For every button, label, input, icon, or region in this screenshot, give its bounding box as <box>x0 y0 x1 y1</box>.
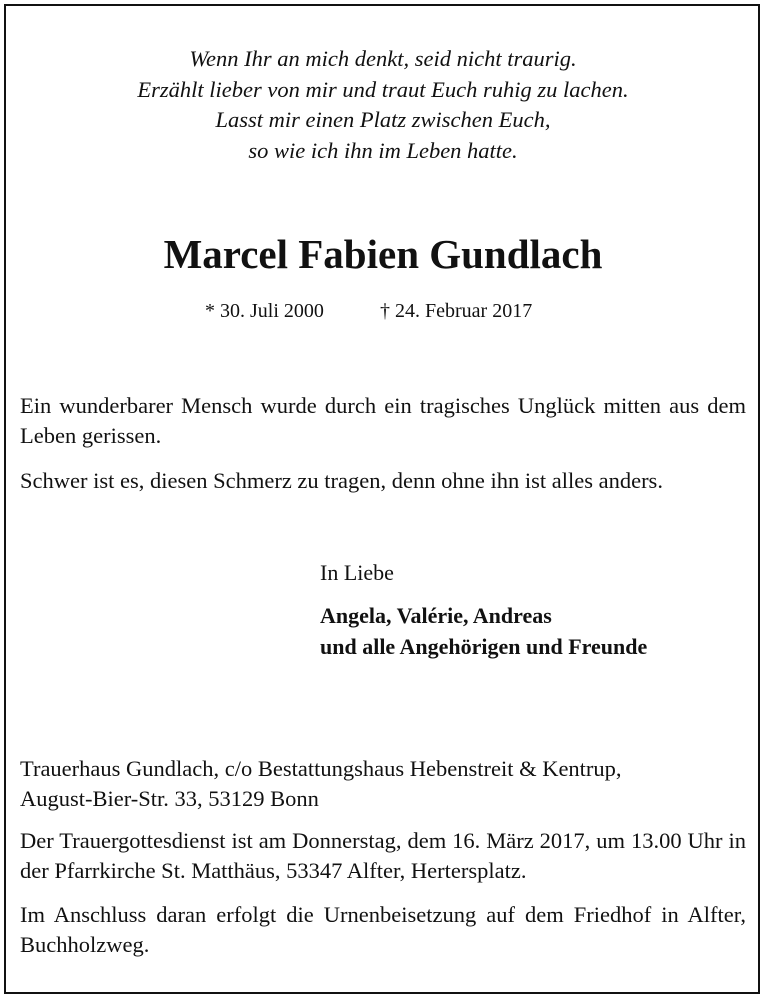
birth-date: * 30. Juli 2000 <box>205 300 324 322</box>
memorial-poem <box>0 44 766 166</box>
mourning-address <box>20 754 746 814</box>
signers-names: Angela, Valérie, Andreas <box>320 603 552 628</box>
poem-line: Wenn Ihr an mich denkt, seid nicht traurig. <box>189 46 577 71</box>
address-line: August-Bier-Str. 33, 53129 Bonn <box>20 786 319 811</box>
message-paragraph: Ein wunderbarer Mensch wurde durch ein tragisches Unglück mitten aus dem Leben gerissen. <box>20 393 746 448</box>
poem-line: Erzählt lieber von mir und traut Euch ruhig zu lachen. <box>137 76 629 102</box>
message-paragraph: Schwer ist es, diesen Schmerz zu tragen, denn ohne ihn ist alles anders. <box>20 468 663 493</box>
address-line: Trauerhaus Gundlach, c/o Bestattungshaus Hebenstreit & Kentrup, <box>20 756 622 781</box>
burial-info: Im Anschluss daran erfolgt die Urnenbeisetzung auf dem Friedhof in Alfter, Buchholzweg. <box>20 902 746 957</box>
poem-line: Lasst mir einen Platz zwischen Euch, <box>215 107 551 132</box>
poem-line: so wie ich ihn im Leben hatte. <box>248 137 518 163</box>
funeral-service-info: Der Trauergottesdienst ist am Donnerstag, dem 16. März 2017, um 13.00 Uhr in der Pfarrkirche St. Matthäus, 53347 Alfter, Hertersplatz. <box>20 828 746 883</box>
death-date: † 24. Februar 2017 <box>380 300 533 322</box>
deceased-name: Marcel Fabien Gundlach <box>163 231 603 277</box>
signers <box>320 600 647 662</box>
signers-family: und alle Angehörigen und Freunde <box>320 634 648 659</box>
closing-salutation: In Liebe <box>320 560 394 585</box>
